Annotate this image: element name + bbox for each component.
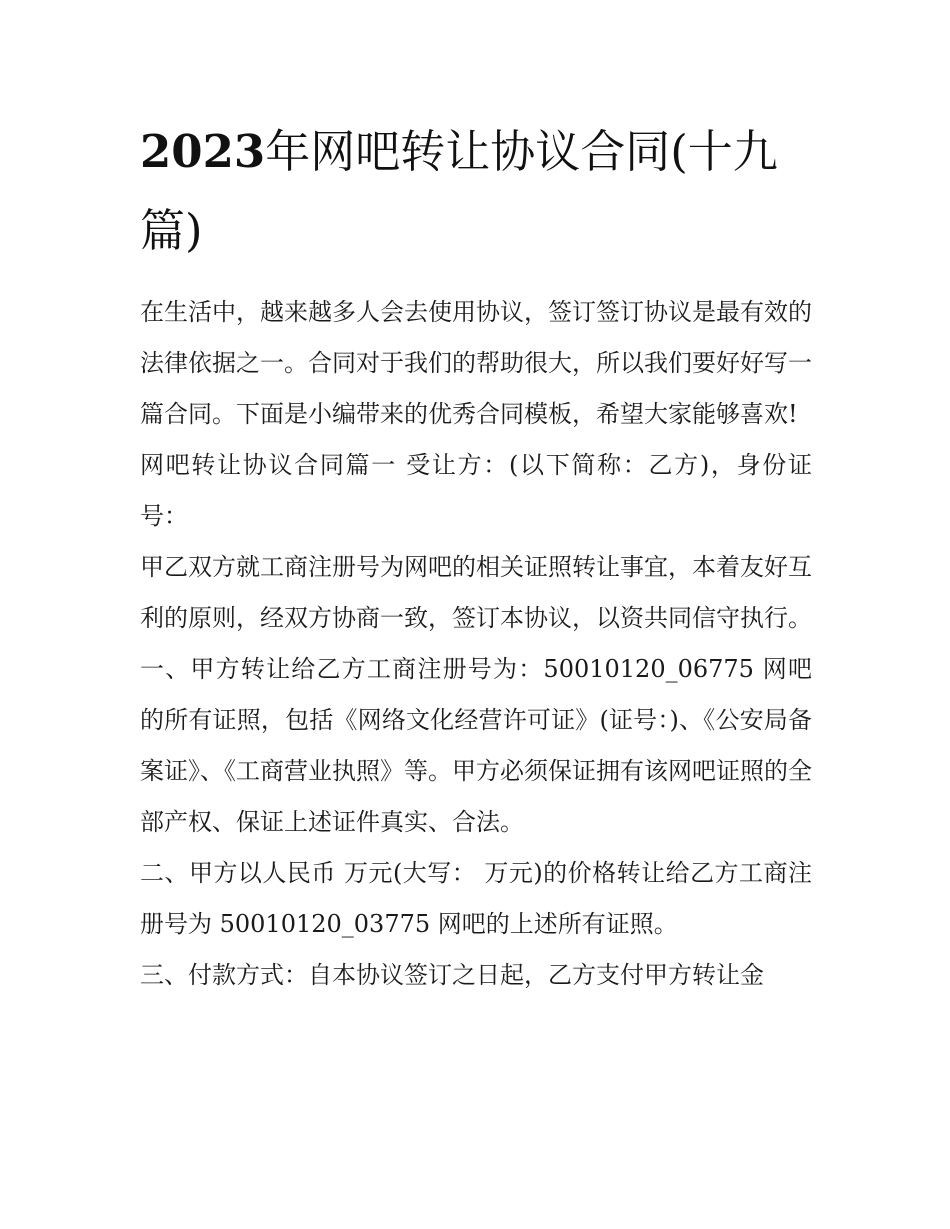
clause-1-paragraph: 一、甲方转让给乙方工商注册号为：50010120_06775 网吧的所有证照，包括《网络文化经营许可证》(证号：)、《公安局备案证》、《工商营业执照》等。甲方必须保证拥有该网吧证照的全部产权、保证上述证件真实、合法。 [140,655,812,836]
clause-3-paragraph: 三、付款方式：自本协议签订之日起，乙方支付甲方转让金 [140,961,764,989]
document-title [140,112,812,270]
title-year: 2023 [140,125,266,178]
title-text: 年网吧转让协议合同(十九篇) [140,125,778,257]
preamble-paragraph: 甲乙双方就工商注册号为网吧的相关证照转让事宜，本着友好互利的原则，经双方协商一致，签订本协议，以资共同信守执行。 [140,553,812,632]
document-page [140,112,812,1001]
section-heading-paragraph: 网吧转让协议合同篇一 受让方：(以下简称：乙方)，身份证号： [140,451,812,530]
intro-paragraph: 在生活中，越来越多人会去使用协议，签订签订协议是最有效的法律依据之一。合同对于我们的帮助很大，所以我们要好好写一篇合同。下面是小编带来的优秀合同模板，希望大家能够喜欢! [140,298,812,428]
clause-2-paragraph: 二、甲方以人民币 万元(大写： 万元)的价格转让给乙方工商注册号为 50010120_03775 网吧的上述所有证照。 [140,859,812,938]
